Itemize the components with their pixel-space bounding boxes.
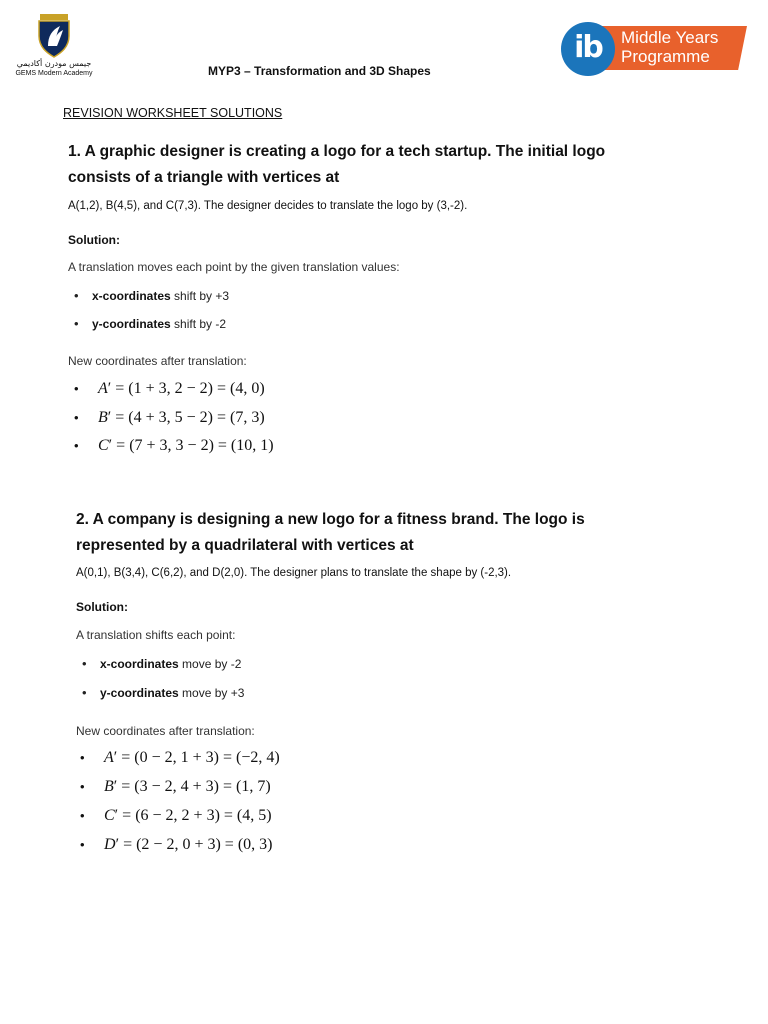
bullet-icon: • [74,316,79,331]
school-english-name: GEMS Modern Academy [15,70,93,77]
question-2-result: • D′ = (2 − 2, 0 + 3) = (0, 3) [80,836,273,853]
school-arabic-name: جيمس مودرن أكاديمي [16,59,92,68]
bullet-icon: • [74,288,79,303]
ib-myp-logo [561,22,751,78]
question-2-rule: • x-coordinates move by -2 [82,656,242,671]
question-2-new-coords-label: New coordinates after translation: [76,724,255,738]
bullet-icon: • [82,685,87,700]
question-2-result: • B′ = (3 − 2, 4 + 3) = (1, 7) [80,778,271,795]
question-2-result: • C′ = (6 − 2, 2 + 3) = (4, 5) [80,807,272,824]
question-1-new-coords-label: New coordinates after translation: [68,354,247,368]
gems-logo [14,14,94,78]
bullet-icon: • [74,410,79,425]
question-1-rule: • y-coordinates shift by -2 [74,316,227,331]
bullet-icon: • [80,837,85,852]
bullet-icon: • [82,656,87,671]
question-1-intro: A translation moves each point by the given translation values: [68,260,400,274]
bullet-icon: • [80,779,85,794]
question-1-result: • C′ = (7 + 3, 3 − 2) = (10, 1) [74,437,274,454]
question-2-statement: A(0,1), B(3,4), C(6,2), and D(2,0). The designer plans to translate the shape by (-2,3). [76,567,512,579]
bullet-icon: • [80,808,85,823]
bullet-icon: • [80,750,85,765]
bullet-icon: • [74,381,79,396]
question-1-title: 1. A graphic designer is creating a logo for a tech startup. The initial logo consists of a triangle with vertices at [68,143,606,186]
document-title: MYP3 – Transformation and 3D Shapes [208,64,431,78]
question-1-result: • A′ = (1 + 3, 2 − 2) = (4, 0) [74,380,265,397]
programme-name: Middle Years Programme [621,28,719,66]
question-2-intro: A translation shifts each point: [76,628,236,642]
question-1-rule: • x-coordinates shift by +3 [74,288,230,303]
question-1-statement: A(1,2), B(4,5), and C(7,3). The designer decides to translate the logo by (3,-2). [68,200,468,212]
shield-icon [36,14,72,58]
bullet-icon: • [74,438,79,453]
worksheet-heading: REVISION WORKSHEET SOLUTIONS [63,106,283,120]
question-2-title: 2. A company is designing a new logo for a fitness brand. The logo is represented by a quadrilateral with vertices at [76,511,585,554]
ib-mark-icon: ib [561,22,615,76]
question-2-solution-label: Solution: [76,600,128,614]
question-2-result: • A′ = (0 − 2, 1 + 3) = (−2, 4) [80,749,280,766]
question-1-solution-label: Solution: [68,233,120,247]
question-1-result: • B′ = (4 + 3, 5 − 2) = (7, 3) [74,409,265,426]
question-2-rule: • y-coordinates move by +3 [82,685,245,700]
